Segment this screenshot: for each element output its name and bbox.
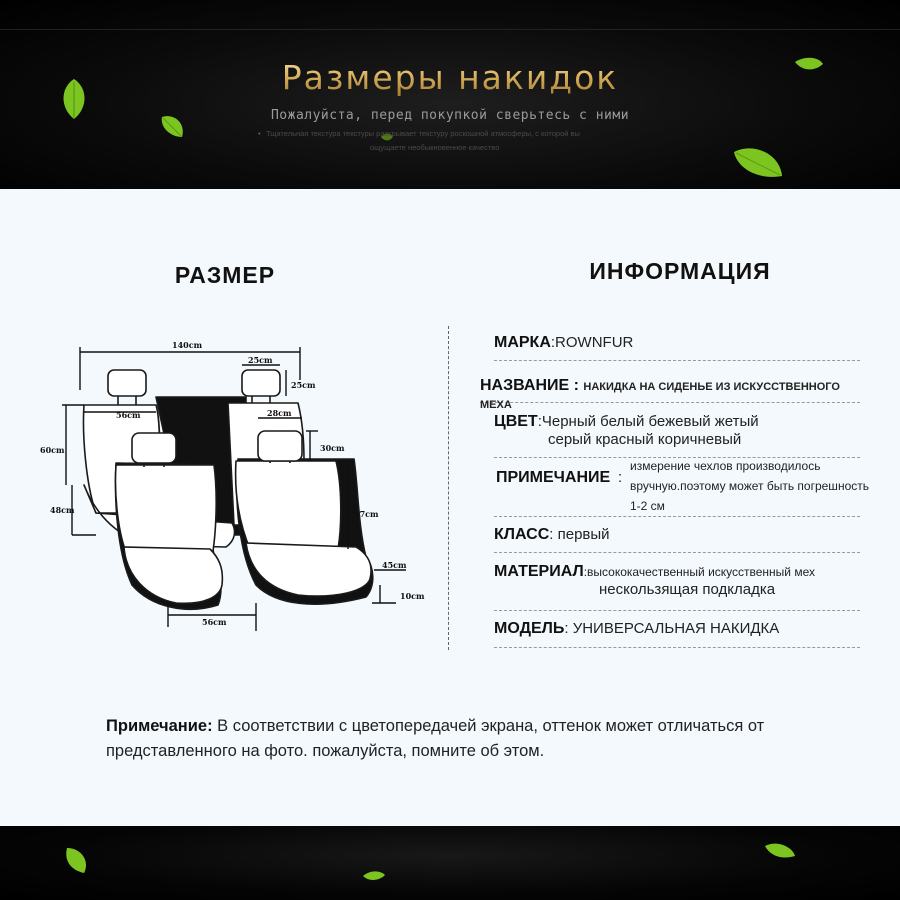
leaf-icon [764,842,796,860]
class-label: КЛАСС [494,526,550,543]
leaf-icon [362,870,386,882]
name-label: НАЗВАНИЕ : [480,377,579,394]
dim-front-seat-depth: 45cm [382,560,407,570]
info-row-class [494,526,860,553]
remark-line: измерение чехлов производилось [630,459,821,473]
info-row-color [494,413,860,458]
remark-line: 1-2 см [630,499,665,513]
texture-note-line: ощущаете необыкновенное качество [370,143,500,152]
color-disclaimer [106,714,846,764]
color-value-line2: серый красный коричневый [548,431,742,448]
section-divider [448,326,449,650]
dim-front-back-height: 57cm [354,509,379,519]
brand-value: :ROWNFUR [550,334,634,351]
bullet: • [258,129,261,138]
texture-note-line: Тщательная текстура текстуры раскрывает текстуру роскошной атмосферы, с которой вы [266,129,580,138]
remark-colon: : [618,469,623,486]
size-heading: РАЗМЕР [174,262,276,288]
texture-note [258,127,626,155]
footer-banner [0,826,900,900]
leaf-icon [64,846,90,874]
info-heading: ИНФОРМАЦИЯ [589,258,771,284]
dim-front-seat-width: 56cm [202,617,227,627]
dim-rear-back-width: 56cm [116,410,141,420]
info-row-remark [494,459,869,517]
dim-front-headrest-height: 30cm [320,443,345,453]
remark-label: ПРИМЕЧАНИЕ [496,469,611,486]
dim-rear-seat-depth: 48cm [50,505,75,515]
leaf-icon [732,146,784,180]
header-banner [0,0,900,189]
material-value-line2: нескользящая подкладка [599,581,776,598]
page-subtitle: Пожалуйста, перед покупкой сверьтесь с ними [270,108,630,123]
class-value: : первый [549,526,610,543]
info-row-brand [494,334,860,361]
model-value: : УНИВЕРСАЛЬНАЯ НАКИДКА [564,620,780,637]
material-label: МАТЕРИАЛ [494,563,584,580]
dim-headrest-height: 25cm [291,380,316,390]
model-label: МОДЕЛЬ [494,620,565,637]
disclaimer-label: Примечание: [106,717,213,735]
dim-front-side: 10cm [400,591,425,601]
info-row-model [494,620,860,648]
info-row-material [494,563,860,611]
dim-headrest-width: 25cm [248,355,273,365]
material-value-line1: :высококачественный искусственный мех [583,565,816,579]
remark-line: вручную.поэтому может быть погрешность [630,479,869,493]
dim-width-total: 140cm [172,340,203,350]
disclaimer-text: В соответствии с цветопередачей экрана, оттенок может отличаться от представленного на фото. пожалуйста, помните об этом. [106,717,765,760]
color-value-line1: :Черный белый бежевый жетый [537,413,759,430]
seat-cover-diagram [36,335,436,635]
name-value: НАКИДКА НА СИДЕНЬЕ ИЗ ИСКУССТВЕННОГО МЕХА [480,381,840,411]
dim-front-headrest-width: 28cm [267,408,292,418]
brand-label: МАРКА [494,334,551,351]
color-label: ЦВЕТ [494,413,538,430]
page-title: Размеры накидок [0,58,900,97]
dim-rear-height: 60cm [40,445,65,455]
info-row-name [480,377,860,411]
